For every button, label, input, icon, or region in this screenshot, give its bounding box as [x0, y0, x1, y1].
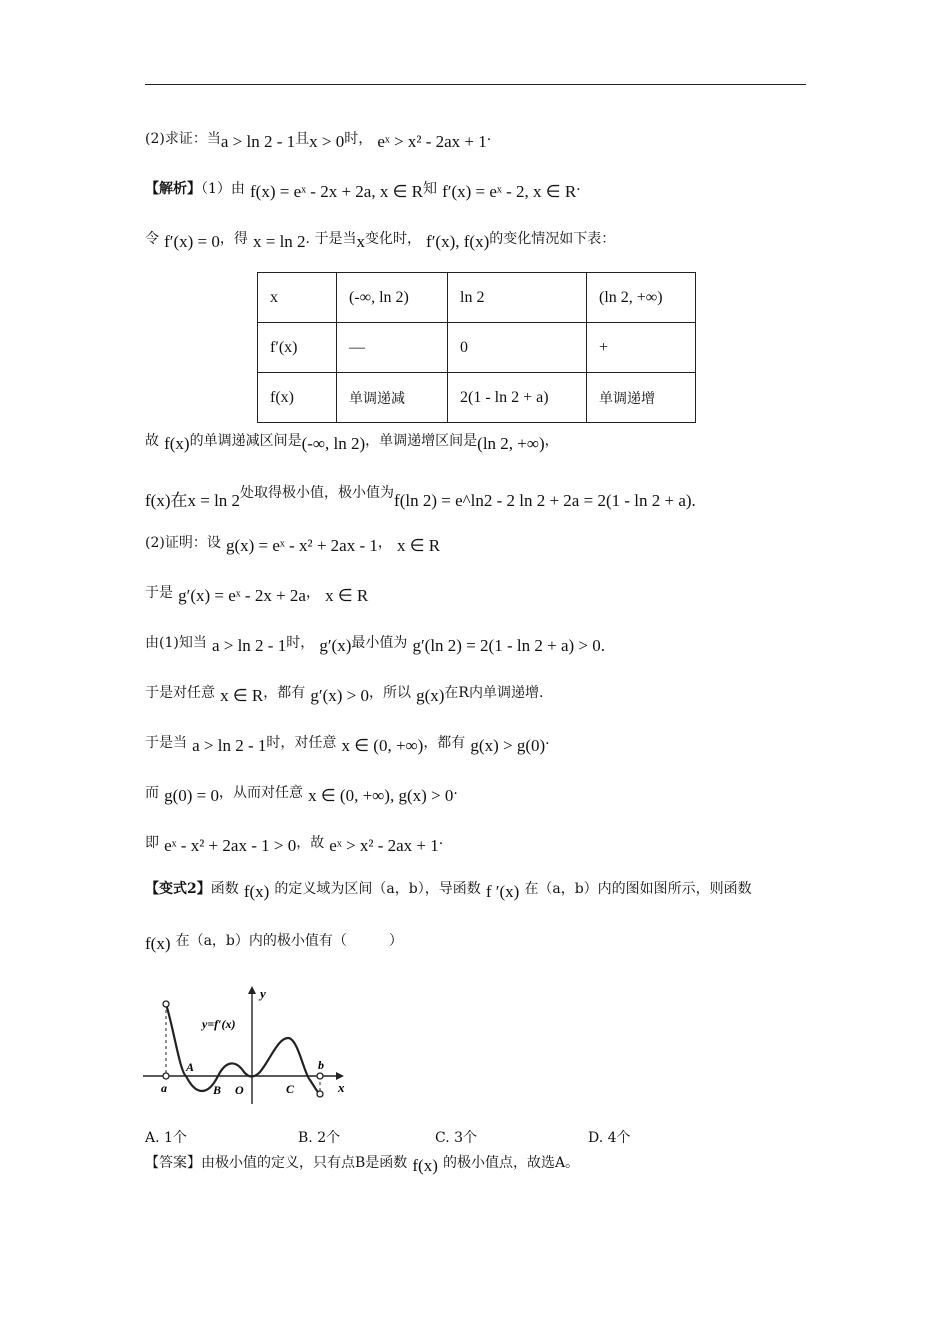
math: g′(ln 2) = 2(1 - ln 2 + a) > 0. [412, 636, 605, 655]
open-endpoint-a [163, 1001, 169, 1007]
table-cell: f′(x) [258, 323, 337, 373]
line-prove-statement [145, 128, 492, 152]
text: 且 [295, 131, 310, 147]
text: 故 [145, 433, 159, 449]
math: g′(x) = eˣ - 2x + 2a [178, 586, 306, 605]
table-row [258, 373, 696, 423]
line-variant-question [145, 882, 752, 902]
math: f′(x) = eˣ - 2, x ∈ R [442, 182, 577, 201]
math: eˣ > x² - 2ax + 1 [329, 836, 439, 855]
table-cell: 单调递减 [337, 373, 448, 423]
label-a: a [161, 1081, 167, 1095]
line-g-compare [145, 732, 550, 756]
label-function: y=f′(x) [202, 1017, 236, 1031]
line-g-min [145, 636, 605, 656]
table-cell: (-∞, ln 2) [337, 273, 448, 323]
header-rule [145, 84, 806, 85]
text: ，单调递增区间是 [365, 433, 478, 449]
math: g(x) > g(0) [470, 736, 546, 755]
math: (-∞, ln 2) [301, 434, 366, 453]
text: . [453, 782, 458, 798]
y-axis-arrow [248, 986, 256, 994]
text: 处取得极小值，极小值为 [240, 485, 395, 501]
text: ，都有 [423, 735, 466, 751]
text: ，故 [296, 835, 325, 851]
text: ，从而对任意 [219, 785, 304, 801]
text: 令 [145, 231, 159, 247]
text: （1）由 [201, 181, 245, 197]
table-cell: x [258, 273, 337, 323]
solution-tag: 【解析】 [145, 181, 201, 197]
math: f(ln 2) = e^ln2 - 2 ln 2 + 2a = 2(1 - ln 2 + a). [394, 491, 696, 510]
line-derivative-g [145, 586, 368, 606]
text: 函数 [210, 881, 239, 897]
math: a > ln 2 - 1 [220, 132, 296, 151]
table-cell: — [337, 323, 448, 373]
label-B: B [213, 1083, 222, 1097]
variation-table [257, 272, 696, 423]
table-cell: 0 [448, 323, 587, 373]
text: 而 [145, 785, 159, 801]
option-d[interactable]: D. 4个 [588, 1130, 631, 1146]
text: ， [544, 433, 559, 449]
text: 由(1)知当 [145, 635, 207, 651]
text: 时，对任意 [266, 735, 337, 751]
table-cell: ln 2 [448, 273, 587, 323]
line-conclusion [145, 832, 444, 856]
math: a > ln 2 - 1 [192, 736, 267, 755]
math: x = ln 2 [252, 232, 306, 251]
text: 时， [286, 635, 315, 651]
math: eˣ - x² + 2ax - 1 > 0 [164, 836, 297, 855]
math: f(x) = eˣ - 2x + 2a, x ∈ R [250, 182, 423, 201]
math: f(x) [145, 934, 171, 953]
math: x ∈ R [325, 586, 369, 605]
math: f ′(x) [485, 882, 520, 901]
line-define-g [145, 536, 440, 556]
variant-tag: 【变式2】 [145, 881, 211, 897]
table-row [258, 273, 696, 323]
curve-f-prime [166, 1004, 320, 1094]
text: ，都有 [263, 685, 306, 701]
math: f(x)在x = ln 2 [145, 491, 241, 510]
math: g′(x) > 0 [310, 686, 369, 705]
text: . [486, 128, 492, 144]
math: g(0) = 0 [164, 786, 220, 805]
text: 于是 [145, 585, 173, 601]
math: x ∈ R [396, 536, 441, 555]
text: (2)求证：当 [145, 131, 221, 147]
table-row [258, 323, 696, 373]
option-b[interactable]: B. 2个 [298, 1130, 341, 1146]
label-A: A [186, 1060, 195, 1074]
text: 知 [423, 181, 437, 197]
line-monotonic-intervals [145, 434, 559, 454]
text: . [438, 832, 444, 848]
table-cell: (ln 2, +∞) [587, 273, 696, 323]
text: 最小值为 [351, 635, 408, 651]
line-answer [145, 1156, 579, 1176]
table-cell: 2(1 - ln 2 + a) [448, 373, 587, 423]
text: 于是对任意 [145, 685, 215, 701]
text: 即 [145, 835, 159, 851]
open-point-b-axis [317, 1073, 323, 1079]
label-C: C [286, 1082, 295, 1096]
math: g′(x) [319, 636, 352, 655]
math: f(x) [243, 882, 270, 901]
text: 在（a，b）内的图如图所示，则函数 [524, 881, 752, 897]
answer-tag: 【答案】 [145, 1155, 201, 1171]
text: 的变化情况如下表： [489, 231, 616, 247]
math: (ln 2, +∞) [477, 434, 545, 453]
derivative-graph [140, 980, 355, 1110]
text: (2)证明：设 [145, 535, 221, 551]
math: x ∈ (0, +∞), g(x) > 0 [308, 786, 454, 805]
math: x ∈ R [220, 686, 264, 705]
line-critical-point [145, 232, 615, 252]
math: f(x) [164, 434, 190, 453]
label-x: x [338, 1080, 345, 1095]
text: ，得 [219, 231, 248, 247]
math: a > ln 2 - 1 [211, 636, 287, 655]
x-axis-arrow [336, 1072, 344, 1080]
text: 在（a，b）内的极小值有（ ） [175, 933, 403, 949]
text: 的定义域为区间（a，b），导函数 [274, 881, 481, 897]
line-solution-intro [145, 178, 581, 202]
line-g-positive [145, 782, 458, 806]
label-y: y [260, 986, 266, 1001]
text: 的极小值点，故选A。 [442, 1155, 580, 1171]
open-endpoint-b [317, 1091, 323, 1097]
text: ，所以 [368, 685, 411, 701]
math: x [356, 232, 365, 251]
math: f′(x) = 0 [164, 232, 220, 251]
text: ， [305, 585, 320, 601]
open-point-a-axis [163, 1073, 169, 1079]
text: 的单调递减区间是 [189, 433, 302, 449]
text: . 于是当 [305, 231, 357, 247]
math: f′(x), f(x) [426, 232, 490, 251]
option-a[interactable]: A. 1个 [145, 1130, 187, 1146]
text: 变化时， [364, 231, 421, 247]
math: x > 0 [309, 132, 345, 151]
text: 于是当 [145, 735, 187, 751]
math: x ∈ (0, +∞) [341, 736, 424, 755]
table-cell: + [587, 323, 696, 373]
math: g(x) [416, 686, 445, 705]
table-cell: 单调递增 [587, 373, 696, 423]
text: . [545, 732, 550, 748]
option-c[interactable]: C. 3个 [435, 1130, 478, 1146]
line-variant-question-cont [145, 934, 403, 954]
text: 由极小值的定义，只有点B是函数 [201, 1155, 408, 1171]
text: 在R内单调递增. [444, 685, 544, 701]
table-cell: f(x) [258, 373, 337, 423]
label-O: O [235, 1083, 244, 1097]
line-minimum-value [145, 486, 696, 511]
text: 时， [344, 131, 373, 147]
math: eˣ > x² - 2ax + 1 [377, 132, 487, 151]
math: g(x) = eˣ - x² + 2ax - 1 [225, 536, 378, 555]
text: . [576, 178, 581, 194]
text: ， [377, 535, 392, 551]
label-b: b [318, 1058, 324, 1072]
math: f(x) [412, 1156, 438, 1175]
line-g-increasing [145, 686, 543, 706]
